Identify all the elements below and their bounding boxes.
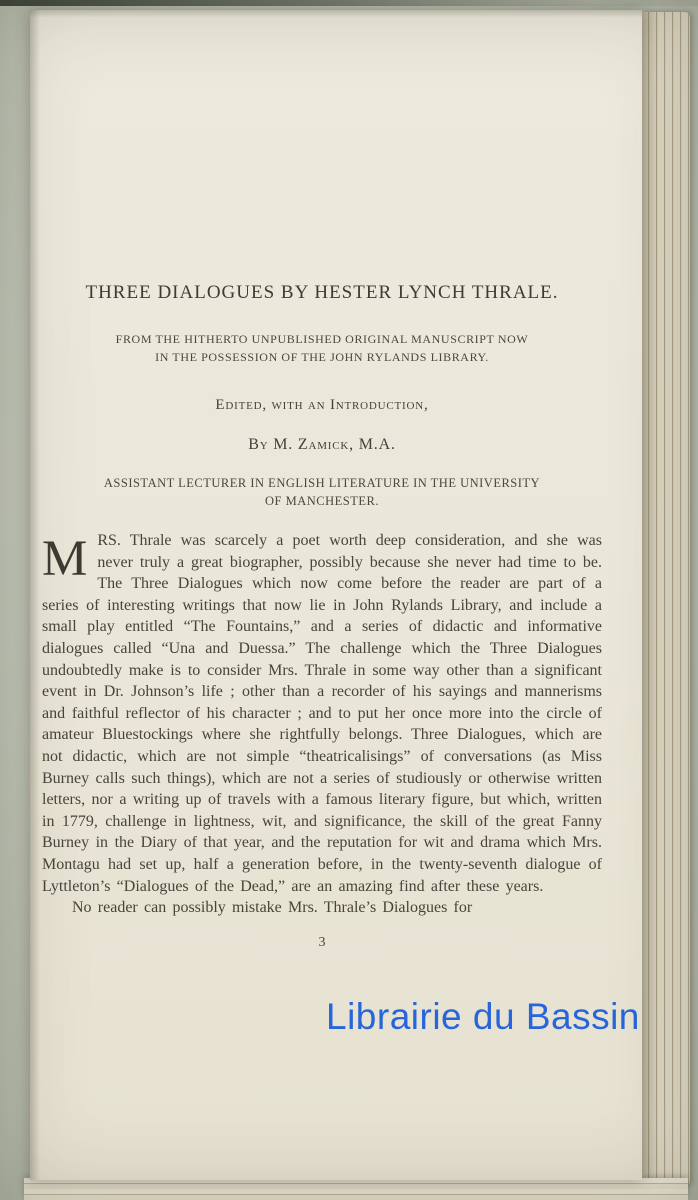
page-number: 3 [318, 934, 326, 950]
drop-cap: M [42, 531, 88, 587]
page-content [42, 282, 602, 951]
subtitle-line-1: FROM THE HITHERTO UNPUBLISHED ORIGINAL MANUSCRIPT NOW [115, 332, 529, 346]
table-edge-shadow [0, 0, 698, 6]
second-paragraph: No reader can possibly mistake Mrs. Thrale’s Dialogues for [72, 899, 473, 917]
affiliation-line-2: OF MANCHESTER. [265, 494, 379, 508]
page-top-shadow [30, 10, 642, 18]
page-edges-bottom [24, 1178, 688, 1200]
page-edges-right [642, 12, 690, 1186]
body-paragraph-text: RS. Thrale was scarcely a poet worth deep consideration, and she was never truly a great biographer, possibly because she never had time to be. The Three Dialogues which now come before the reader are part of a series of interesting writings that now lie in John Rylands Library, and include a small play entitled “The Fountains,” and a series of didactic and informative dialogues called “Una and Duessa.” The challenge which the Three Dialogues undoubtedly make is to consider Mrs. Thrale in some way other than a significant event in Dr. Johnson’s life ; other than a recorder of his sayings and mannerisms and faithful reflector of his character ; and to put her once more into the circle of amateur Bluestockings where she rightfully belongs. Three Dialogues, which are not didactic, which are not simple “theatricalisings” of conversations (as Miss Burney calls such things), which are not a series of studiously or otherwise written letters, nor a writing up of travels with a famous literary figure, but which, written in 1779, challenge in lightness, wit, and significance, the skill of the great Fanny Burney in the Diary of that year, and the reputation for wit and drama which Mrs. Montagu had set up, half a generation before, in the twenty-seventh dialogue of Lyttleton’s “Dialogues of the Dead,” are an amazing find after these years. [42, 532, 602, 895]
page-fold-shadow [30, 10, 40, 1180]
byline: By M. Zamick, M.A. [248, 436, 396, 453]
affiliation [42, 474, 602, 510]
affiliation-line-1: ASSISTANT LECTURER IN ENGLISH LITERATURE IN THE UNIVERSITY [103, 476, 541, 490]
subtitle-line-2: IN THE POSSESSION OF THE JOHN RYLANDS LIBRARY. [155, 350, 489, 364]
page-title: THREE DIALOGUES BY HESTER LYNCH THRALE. [85, 282, 559, 303]
seller-watermark: Librairie du Bassin [326, 996, 640, 1037]
body-paragraph [42, 530, 602, 897]
subtitle [42, 330, 602, 366]
edited-line: Edited, with an Introduction, [215, 397, 429, 413]
